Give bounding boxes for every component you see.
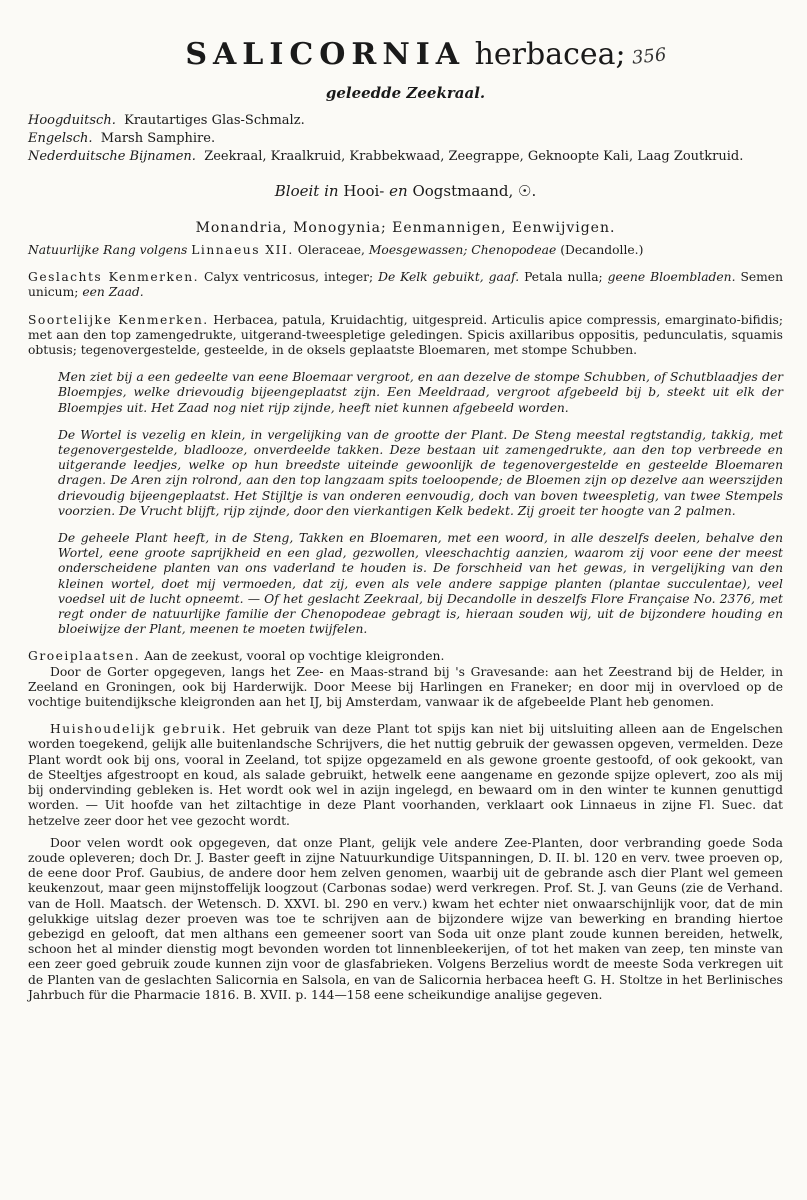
household-paragraph-2: Door velen wordt ook opgegeven, dat onze Plant, gelijk vele andere Zee-Planten, door verbranding goede Soda zoude opleveren; doch Dr. J. Baster geeft in zijne Natuurkundige Uitspanningen, D. II. bl. 120 en verv. twee proeven op, de eene door Prof. Gaubius, de andere door hem zelven genomen, waarbij uit de gebrande asch dier Plant wel gemeen keukenzout, maar geen mijnstoffelijk loogzout (Carbonas sodae) werd verkregen. Prof. St. J. van Geuns (zie de Verhand. van de Holl. Maatsch. der Wetensch. D. XXVI. bl. 290 en verv.) kwam het echter niet onwaarschijnlijk voor, dat de min gelukkige uitslag dezer proeven was toe te schrijven aan de bijzondere wijze van bewerking en branding hiertoe gebezigd en gelooft, dat men althans een gemeener soort van Soda uit onze plant zoude kunnen bereiden, hetwelk, schoon het al minder dienstig mogt bevonden worden tot linnenbleekerijen, of tot het maken van zeep, ten minste van een zeer goed gebruik zoude kunnen zijn voor de glasfabrieken. Volgens Berzelius wordt de meeste Soda verkregen uit de Planten van de geslachten Salicornia en Salsola, en van de Salicornia herbacea heeft G. H. Stoltze in het Berlinisches Jahrbuch für die Pharmacie 1816. B. XVII. p. 144—158 eene scheikundige analijse gegeven.	[28, 835, 783, 1002]
bloom-month2: Oogstmaand, ☉.	[412, 182, 537, 200]
genus-latin2: Petala nulla;	[524, 270, 603, 285]
bloom-and: en	[389, 182, 408, 200]
handwritten-page-number: 356	[630, 44, 668, 69]
genus-label: Geslachts Kenmerken.	[28, 270, 200, 285]
linnaean-classification: Monandria, Monogynia; Eenmannigen, Eenwijvigen.	[195, 220, 616, 236]
value-german: Krautartiges Glas-Schmalz.	[124, 113, 305, 128]
flowering-time	[28, 182, 783, 200]
name-row-english	[28, 130, 783, 148]
bloom-label: Bloeit in	[274, 182, 339, 200]
label-german: Hoogduitsch.	[28, 113, 116, 128]
genus-dutch: De Kelk gebuikt, gaaf.	[378, 270, 520, 285]
household-text: Het gebruik van deze Plant tot spijs kan niet bij uitsluiting alleen aan de Engelschen worden toegekend, gelijk alle buitenlandsche Schrijvers, die het nuttig gebruik der gewassen opgeven, vermelden. Deze Plant wordt ook bij ons, vooral in Zeeland, tot spijze opgezameld en als gewone groente gestoofd, of ook gekookt, van de Steeltjes afgestroopt en koud, als salade gebruikt, hetwelk eene aangename en gezonde spijze oplevert, zoo als mij bij ondervinding gebleken is. Het wordt ook wel in azijn ingelegd, en bewaard om in den winter te kunnen genuttigd worden. — Uit hoofde van het ziltachtige in deze Plant voorhanden, verklaart ook Linnaeus in zijne Fl. Suec. dat hetzelve zeer door het vee gezocht wordt.	[28, 722, 783, 828]
value-english: Marsh Samphire.	[100, 131, 216, 146]
label-dutch: Nederduitsche Bijnamen.	[28, 149, 196, 164]
whole-plant-note: De geheele Plant heeft, in de Steng, Takken en Bloemaren, met een woord, in alle deszelfs deelen, behalve den Wortel, eene groote saprijkheid en een glad, gezwollen, vleeschachtig aanzien, waarom zij voor eene der meest onderscheidene planten van ons vaderland te houden is. De forschheid van het gewas, in vergelijking van den kleinen wortel, doet mij vermoeden, dat zij, even als vele andere sappige planten (plantae succulentae), veel voedsel uit de lucht opneemt. — Of het geslacht Zeekraal, bij Decandolle in deszelfs Flore Française No. 2376, met regt onder de natuurlijke familie der Chenopodeae gebragt is, hieraan souden wij, uit de bijzondere houding en bloeiwijze der Plant, meenen te moeten twijfelen.	[58, 531, 783, 637]
household-use	[28, 722, 783, 828]
habitat-label: Groeiplaatsen.	[28, 649, 141, 664]
species-text: Herbacea, patula, Kruidachtig, uitgespreid. Articulis apice compressis, emarginato-bifidis; met aan den top zamengedrukte, uitgerand-tweespletige geledingen. Spicis axillaribus oppositis, pedunculatis, squamis obtusis; tegenovergestelde, gesteelde, in de oksels geplaatste Bloemaren, met stompe Schubben.	[28, 312, 783, 358]
title-genus: SALICORNIA	[185, 37, 466, 72]
document-page	[28, 38, 783, 1003]
natural-rank-order: Oleraceae,	[297, 243, 365, 257]
habitat-paragraph: Door de Gorter opgegeven, langs het Zee- en Maas-strand bij 's Gravesande: aan het Zeestrand bij de Helder, in Zeeland en Groningen, ook bij Harderwijk. Door Meese bij Harlingen en Franeker; en door mij in overvloed op de vochtige buitendijksche kleigronden aan het IJ, bij Amsterdam, vanwaar ik de afgebeelde Plant heb genomen.	[28, 664, 783, 710]
name-row-dutch	[28, 148, 783, 166]
household-label: Huishoudelijk gebruik.	[50, 722, 227, 737]
species-characters	[28, 313, 783, 359]
genus-dutch2: geene Bloembladen.	[607, 270, 736, 285]
name-row-german	[28, 112, 783, 130]
natural-rank-family: Moesgewassen; Chenopodeae	[368, 243, 557, 257]
species-label: Soortelijke Kenmerken.	[28, 312, 209, 327]
genus-latin3: Semen unicum;	[28, 270, 783, 300]
label-english: Engelsch.	[28, 131, 93, 146]
genus-characters	[28, 270, 783, 300]
natural-rank-linnaeus: Linnaeus XII.	[191, 243, 294, 257]
title-species: herbacea;	[474, 37, 626, 72]
natural-rank	[28, 243, 783, 258]
genus-dutch3: een Zaad.	[82, 285, 144, 300]
bloom-month1: Hooi-	[343, 182, 385, 200]
vernacular-names	[28, 112, 783, 166]
habitat-text: Aan de zeekust, vooral op vochtige kleigronden.	[144, 649, 445, 664]
figure-note: Men ziet bij a een gedeelte van eene Bloemaar vergroot, en aan dezelve de stompe Schubben, of Schutblaadjes der Bloempjes, welke drievoudig bijeengeplaatst zijn. Een Meeldraad, vergroot afgebeeld bij b, steekt uit elk der Bloempjes uit. Het Zaad nog niet rijp zijnde, heeft niet kunnen afgebeeld worden.	[58, 370, 783, 415]
natural-rank-author: (Decandolle.)	[560, 243, 644, 257]
dutch-name-subtitle: geleedde Zeekraal.	[325, 84, 486, 102]
habitat-heading	[28, 649, 783, 664]
plant-description: De Wortel is vezelig en klein, in vergelijking van de grootte der Plant. De Steng meestal regtstandig, takkig, met tegenovergestelde, bladlooze, onverdeelde takken. Deze bestaan uit zamengedrukte, aan den top verbreede en uitgerande leedjes, welke op hun breedste uiteinde gewoonlijk de tegenovergestelde en gesteelde Bloemaren dragen. De Aren zijn rolrond, aan den top langzaam spits toeloopende; de Bloemen zijn op dezelve aan weerszijden drievoudig bijeengeplaatst. Het Stijltje is van onderen eenvoudig, doch van boven tweespletig, van twee Stempels voorzien. De Vrucht blijft, rijp zijnde, door den vierkantigen Kelk bedekt. Zij groeit ter hoogte van 2 palmen.	[58, 427, 783, 518]
value-dutch: Zeekraal, Kraalkruid, Krabbekwaad, Zeegrappe, Geknoopte Kali, Laag Zoutkruid.	[204, 149, 744, 164]
genus-latin: Calyx ventricosus, integer;	[203, 270, 374, 285]
page-title	[28, 38, 783, 72]
natural-rank-label: Natuurlijke Rang volgens	[28, 243, 188, 257]
